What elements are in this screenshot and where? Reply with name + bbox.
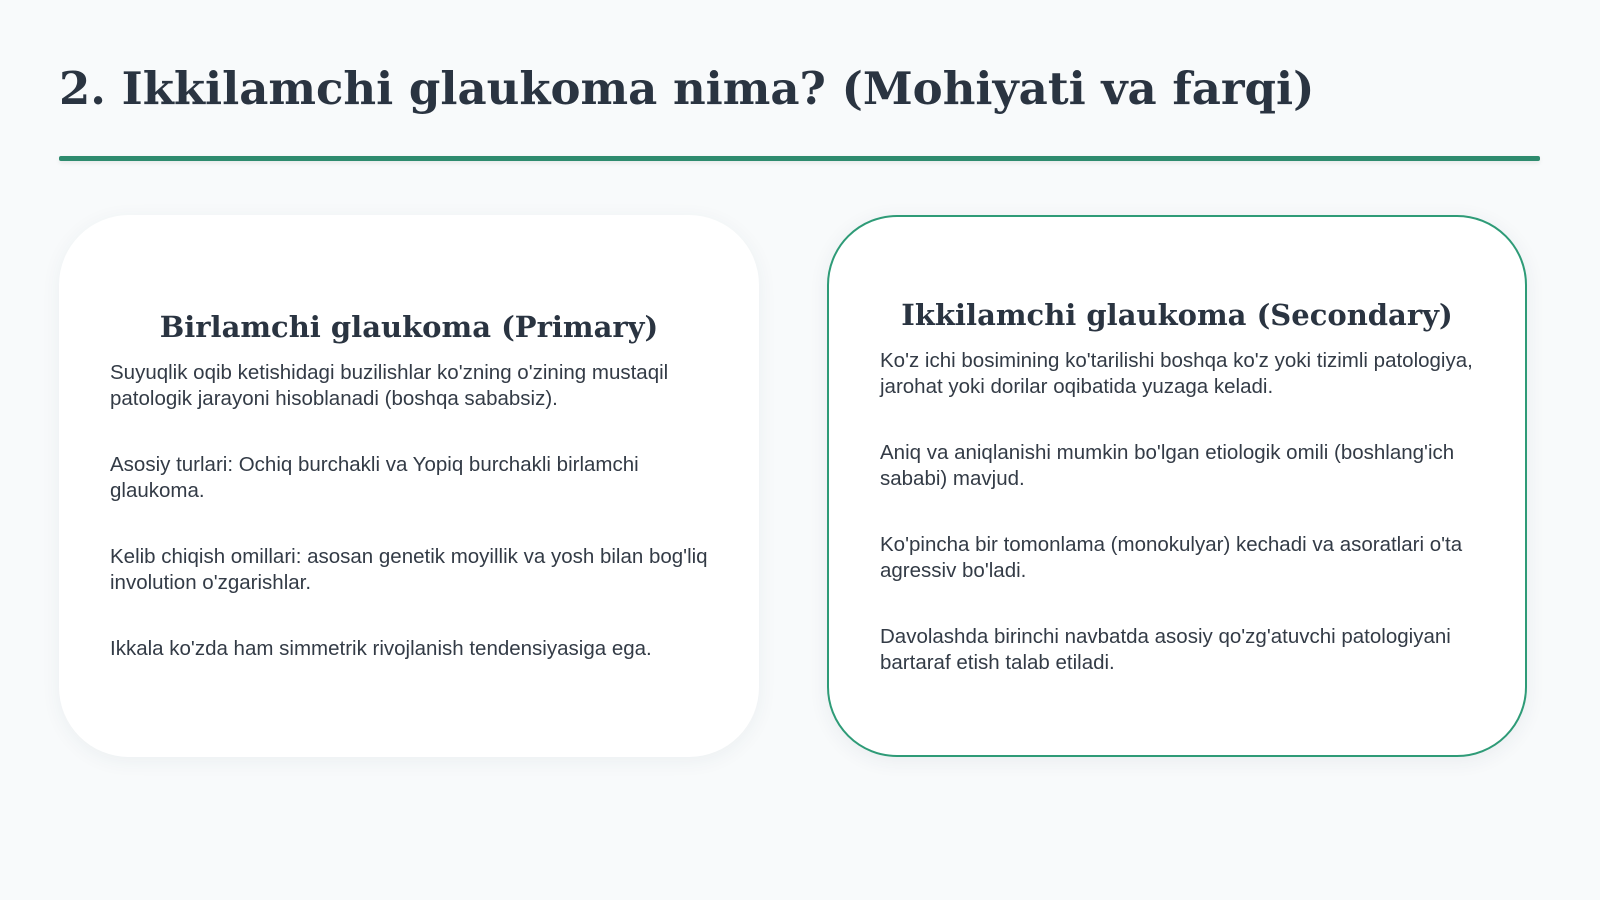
slide-title: 2. Ikkilamchi glaukoma nima? (Mohiyati va farqi)	[59, 62, 1315, 115]
primary-glaucoma-card	[59, 215, 759, 757]
primary-card-list	[110, 360, 719, 728]
primary-card-heading: Birlamchi glaukoma (Primary)	[159, 310, 659, 344]
secondary-glaucoma-card	[827, 215, 1527, 757]
list-item: Ikkala ko'zda ham simmetrik rivojlanish tendensiyasiga ega.	[110, 637, 652, 660]
secondary-card-list	[880, 348, 1485, 716]
list-item: Suyuqlik oqib ketishidagi buzilishlar ko'zning o'zining mustaqil patologik jarayoni hisoblanadi (boshqa sababsiz).	[110, 361, 669, 410]
title-divider	[59, 156, 1540, 161]
secondary-card-heading: Ikkilamchi glaukoma (Secondary)	[901, 298, 1453, 332]
list-item: Ko'pincha bir tomonlama (monokulyar) kechadi va asoratlari o'ta agressiv bo'ladi.	[880, 533, 1463, 582]
list-item: Asosiy turlari: Ochiq burchakli va Yopiq burchakli birlamchi glaukoma.	[110, 453, 639, 502]
list-item: Aniq va aniqlanishi mumkin bo'lgan etiologik omili (boshlang'ich sababi) mavjud.	[880, 441, 1455, 490]
list-item: Davolashda birinchi navbatda asosiy qo'zg'atuvchi patologiyani bartaraf etish talab etiladi.	[880, 625, 1451, 674]
list-item: Kelib chiqish omillari: asosan genetik moyillik va yosh bilan bog'liq involution o'zgarishlar.	[110, 545, 708, 594]
list-item: Ko'z ichi bosimining ko'tarilishi boshqa ko'z yoki tizimli patologiya, jarohat yoki dorilar oqibatida yuzaga keladi.	[880, 349, 1473, 398]
